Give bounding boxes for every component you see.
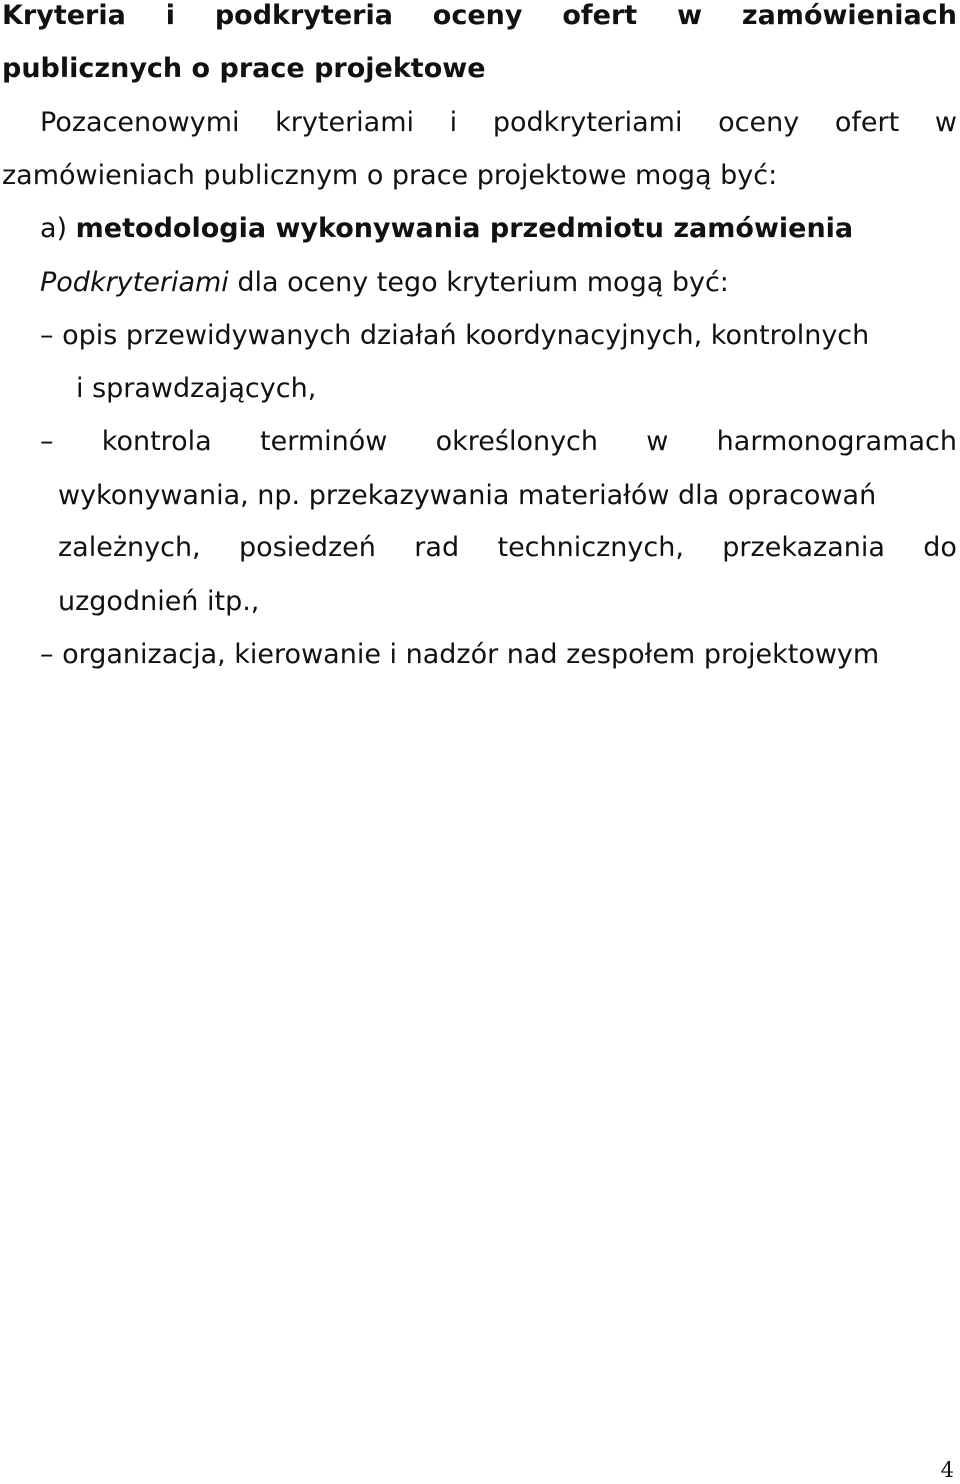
criterion-a-prefix: a) <box>40 213 76 244</box>
criterion-a <box>40 213 853 245</box>
list-item-word: posiedzeń <box>239 532 376 563</box>
list-item-word: kontrola <box>101 426 212 457</box>
list-item-word: do <box>923 532 957 563</box>
intro-word: podkryteriami <box>492 107 683 138</box>
heading-word: zamówieniach <box>741 0 957 31</box>
subcriteria-intro <box>40 267 729 299</box>
list-item-2-line-3 <box>58 532 957 564</box>
list-item-word: – <box>40 426 54 457</box>
list-item-word: terminów <box>260 426 388 457</box>
intro-paragraph-line-2: zamówieniach publicznym o prace projektowe mogą być: <box>2 160 778 191</box>
intro-word: i <box>449 107 458 138</box>
list-item-2-line-1 <box>40 426 957 458</box>
subcriteria-intro-italic: Podkryteriami <box>40 267 229 298</box>
criterion-a-title: metodologia wykonywania przedmiotu zamówienia <box>75 213 854 244</box>
intro-word: oceny <box>718 107 800 138</box>
list-item-word: rad <box>414 532 460 563</box>
intro-word: kryteriami <box>275 107 415 138</box>
list-item-word: przekazania <box>722 532 885 563</box>
list-item-2-line-2: wykonywania, np. przekazywania materiałów dla opracowań <box>58 480 877 511</box>
subcriteria-intro-rest: dla oceny tego kryterium mogą być: <box>228 267 729 298</box>
intro-word: w <box>934 107 957 138</box>
heading-word: oceny <box>432 0 523 31</box>
heading-word: ofert <box>562 0 638 31</box>
intro-word: Pozacenowymi <box>40 107 240 138</box>
heading-word: i <box>165 0 175 31</box>
list-item-word: technicznych, <box>497 532 684 563</box>
list-item-word: zależnych, <box>58 532 201 563</box>
list-item-word: harmonogramach <box>716 426 957 457</box>
section-heading-line-1 <box>2 0 957 32</box>
list-item-2-line-4: uzgodnień itp., <box>58 586 260 617</box>
section-heading-line-2: publicznych o prace projektowe <box>2 53 486 84</box>
list-item-1-line-2: i sprawdzających, <box>76 373 317 404</box>
intro-paragraph-line-1 <box>40 107 957 139</box>
list-item-1-line-1: – opis przewidywanych działań koordynacyjnych, kontrolnych <box>40 320 870 351</box>
intro-word: ofert <box>834 107 900 138</box>
heading-word: Kryteria <box>2 0 126 31</box>
list-item-word: w <box>646 426 669 457</box>
heading-word: podkryteria <box>214 0 393 31</box>
list-item-word: określonych <box>435 426 599 457</box>
list-item-3-line-1: – organizacja, kierowanie i nadzór nad zespołem projektowym <box>40 639 880 670</box>
heading-word: w <box>677 0 703 31</box>
page-number: 4 <box>940 1458 954 1482</box>
